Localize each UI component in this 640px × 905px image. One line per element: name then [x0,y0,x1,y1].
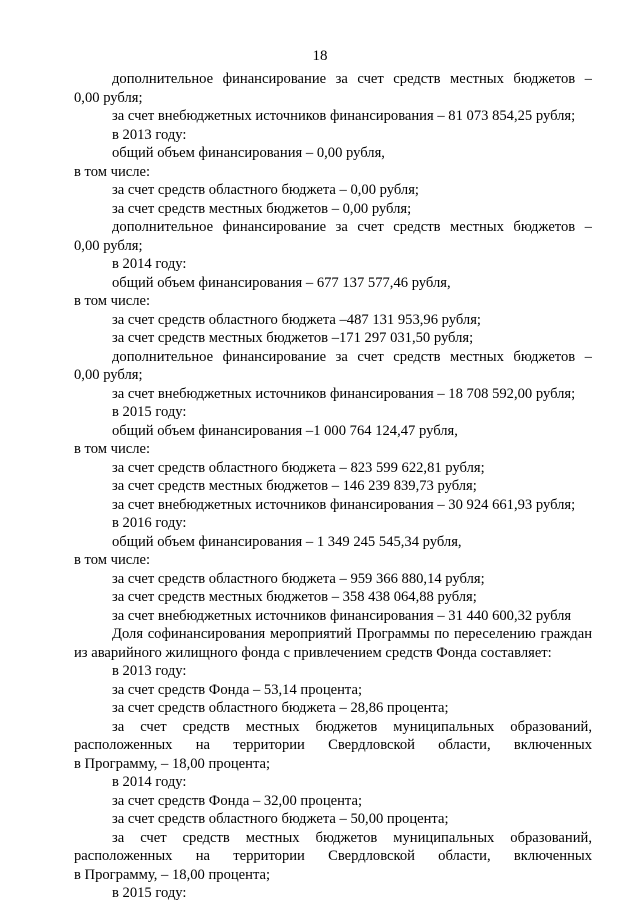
text-line: за счет внебюджетных источников финансирования – 31 440 600,32 рубля [112,607,572,624]
text-line: общий объем финансирования – 1 349 245 545,34 рубля, [112,533,462,550]
text-line: за счет средств Фонда – 53,14 процента; [112,681,363,698]
text-line: в том числе: [74,163,151,180]
text-line: из аварийного жилищного фонда с привлечением средств Фонда составляет: [74,644,552,661]
text-line: 0,00 рубля; [74,237,143,254]
page-number: 18 [312,48,328,64]
text-line: за счет средств местных бюджетов – 0,00 рубля; [112,200,412,217]
text-line: за счет средств местных бюджетов – 358 438 064,88 рубля; [112,589,477,605]
text-line: за счет средств областного бюджета – 50,00 процента; [112,811,449,827]
text-line: за счет внебюджетных источников финансирования – 18 708 592,00 рубля; [112,385,576,402]
text-line: за счет внебюджетных источников финансирования – 81 073 854,25 рубля; [112,108,576,124]
text-line: за счет средств Фонда – 32,00 процента; [112,792,363,809]
text-line: 0,00 рубля; [74,367,143,383]
text-line: за счет средств местных бюджетов – 146 239 839,73 рубля; [112,478,477,494]
text-line: общий объем финансирования – 677 137 577,46 рубля, [112,274,451,291]
text-line: в Программу, – 18,00 процента; [74,755,271,772]
text-line: за счет средств местных бюджетов муниципальных образований, [112,718,592,735]
text-line: в том числе: [74,552,151,568]
text-line: за счет средств областного бюджета – 0,00 рубля; [112,182,419,198]
text-line: расположенных на территории Свердловской области, включенных [74,737,592,753]
text-line: в 2013 году: [112,663,187,679]
text-line: за счет средств областного бюджета –487 131 953,96 рубля; [112,311,481,328]
text-line: дополнительное финансирование за счет средств местных бюджетов – [112,219,592,235]
text-line: в 2014 году: [112,774,187,790]
text-line: в 2014 году: [112,256,187,272]
text-line: расположенных на территории Свердловской области, включенных [74,848,592,864]
text-line: за счет средств областного бюджета – 959 366 880,14 рубля; [112,570,485,587]
text-line: дополнительное финансирование за счет средств местных бюджетов – [112,71,592,87]
text-line: 0,00 рубля; [74,89,143,106]
text-line: за счет средств местных бюджетов –171 297 031,50 рубля; [112,330,474,346]
text-line: за счет средств областного бюджета – 28,86 процента; [112,700,449,716]
text-line: в Программу, – 18,00 процента; [74,866,271,883]
text-line: общий объем финансирования –1 000 764 124,47 рубля, [112,422,458,439]
text-line: Доля софинансирования мероприятий Программы по переселению граждан [112,626,592,642]
text-line: дополнительное финансирование за счет средств местных бюджетов – [112,348,592,365]
text-line: за счет внебюджетных источников финансирования – 30 924 661,93 рубля; [112,496,576,513]
text-line: общий объем финансирования – 0,00 рубля, [112,145,385,161]
document-body [74,70,592,903]
text-line: в 2013 году: [112,126,187,143]
text-line: за счет средств местных бюджетов муниципальных образований, [112,829,592,846]
text-line: в 2016 году: [112,515,187,531]
text-line: в 2015 году: [112,885,187,901]
text-line: в том числе: [74,293,151,309]
text-line: в том числе: [74,441,151,457]
text-line: за счет средств областного бюджета – 823 599 622,81 рубля; [112,459,485,476]
text-line: в 2015 году: [112,404,187,420]
